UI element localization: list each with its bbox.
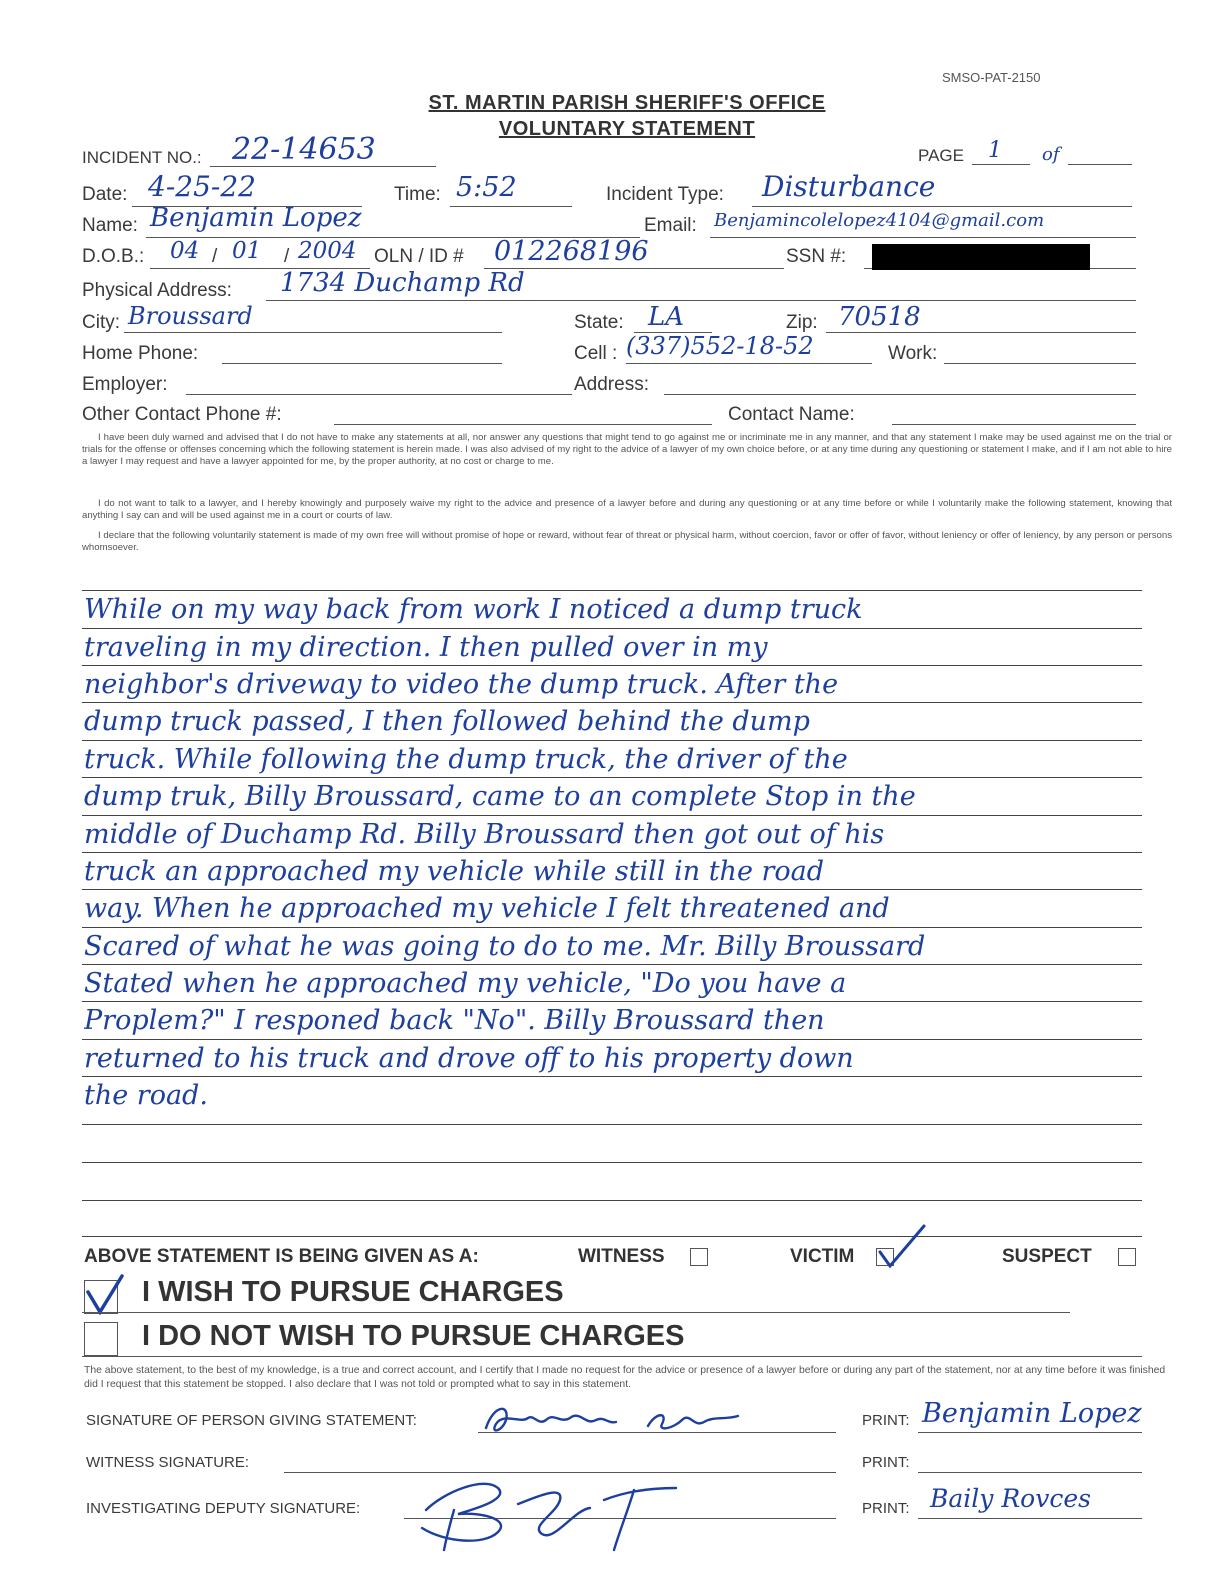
suspect-checkbox[interactable] [1118, 1248, 1136, 1266]
form-title: VOLUNTARY STATEMENT [498, 118, 756, 140]
cell-value: (337)552-18-52 [626, 332, 814, 360]
contact-name-label: Contact Name: [728, 404, 855, 425]
city-value: Broussard [128, 302, 253, 330]
person-signature [480, 1398, 750, 1442]
name-value: Benjamin Lopez [150, 203, 362, 233]
statement-line: way. When he approached my vehicle I felt threatened and [84, 893, 890, 924]
oln-value: 012268196 [494, 236, 649, 267]
state-value: LA [648, 302, 685, 332]
person-signature-label: SIGNATURE OF PERSON GIVING STATEMENT: [86, 1412, 417, 1429]
date-value: 4-25-22 [148, 170, 256, 203]
rights-paragraph-1: I have been duly warned and advised that I do not have to make any statements at all, nor answer any questions that might tend to go against me or incriminate me in any manner, and that any statement I make may be used against me on the trial or trials for the offense or offenses concerning which the following statement is herein made. I was also advised of my right to the advice of a lawyer of my own choice before, or at any time during any questioning or statement I make, and if I am not able to hire a lawyer I may request and have a lawyer appointed for me, by the proper authority, at no cost or charge to me. [82, 432, 1172, 468]
statement-line: Proplem?" I responed back "No". Billy Broussard then [84, 1005, 825, 1036]
suspect-label: SUSPECT [1002, 1246, 1092, 1267]
time-label: Time: [394, 184, 441, 205]
statement-line: middle of Duchamp Rd. Billy Broussard then got out of his [84, 819, 885, 850]
statement-line: traveling in my direction. I then pulled over in my [84, 632, 768, 663]
victim-checkmark-icon [872, 1222, 932, 1272]
not-pursue-charges-checkbox[interactable] [84, 1322, 118, 1356]
incident-no-value: 22-14653 [232, 132, 376, 167]
email-label: Email: [644, 215, 697, 236]
office-name: ST. MARTIN PARISH SHERIFF'S OFFICE [428, 92, 826, 114]
rights-paragraph-2: I do not want to talk to a lawyer, and I hereby knowingly and purposely waive my right to the advice and presence of a lawyer before and during any questioning or at any time before or while I voluntarily make the following statement, knowing that anything I say can and will be used against me in a court or courts of law. [82, 498, 1172, 522]
dob-month: 04 [170, 238, 200, 264]
other-contact-phone-label: Other Contact Phone #: [82, 404, 282, 425]
certification-text: The above statement, to the best of my knowledge, is a true and correct account, and I certify that I made no request for the advice or presence of a lawyer before or during any part of the statement, nor at any time before it was finished did I request that this statement be stopped. I also declare that I was not told or prompted what to say in this statement. [84, 1365, 1166, 1390]
email-value: Benjamincolelopez4104@gmail.com [714, 210, 1045, 231]
statement-line: truck. While following the dump truck, the driver of the [84, 744, 848, 775]
dob-year: 2004 [298, 238, 357, 264]
witness-print-label: PRINT: [862, 1454, 910, 1471]
deputy-signature [414, 1470, 694, 1556]
person-print-value: Benjamin Lopez [922, 1398, 1142, 1429]
statement-line: Scared of what he was going to do to me. Mr. Billy Broussard [84, 931, 926, 962]
page-label: PAGE [918, 146, 964, 165]
of-label: of [1042, 144, 1060, 165]
zip-label: Zip: [786, 312, 818, 333]
ssn-redaction [872, 244, 1090, 270]
physical-address-value: 1734 Duchamp Rd [280, 268, 525, 298]
form-code: SMSO-PAT-2150 [942, 70, 1041, 85]
deputy-print-value: Baily Rovces [930, 1484, 1091, 1513]
work-label: Work: [888, 343, 938, 364]
ssn-label: SSN #: [786, 246, 847, 267]
statement-line: returned to his truck and drove off to his property down [84, 1043, 854, 1074]
state-label: State: [574, 312, 624, 333]
statement-line: While on my way back from work I noticed a dump truck [84, 594, 863, 625]
oln-label: OLN / ID # [374, 246, 464, 267]
physical-address-label: Physical Address: [82, 280, 232, 301]
zip-value: 70518 [838, 302, 921, 332]
deputy-signature-label: INVESTIGATING DEPUTY SIGNATURE: [86, 1500, 361, 1517]
incident-type-label: Incident Type: [606, 184, 724, 205]
incident-type-value: Disturbance [762, 170, 936, 203]
given-as-label: ABOVE STATEMENT IS BEING GIVEN AS A: [84, 1246, 479, 1267]
deputy-print-label: PRINT: [862, 1500, 910, 1517]
victim-label: VICTIM [790, 1246, 855, 1267]
statement-line: Stated when he approached my vehicle, "Do you have a [84, 968, 847, 999]
address-label: Address: [574, 374, 649, 395]
statement-line: dump truk, Billy Broussard, came to an complete Stop in the [84, 781, 916, 812]
incident-no-label: INCIDENT NO.: [82, 148, 202, 167]
page-value: 1 [988, 138, 1002, 163]
city-label: City: [82, 312, 120, 333]
statement-line: truck an approached my vehicle while still in the road [84, 856, 825, 887]
dob-day: 01 [232, 238, 262, 264]
statement-line: the road. [84, 1080, 208, 1111]
not-pursue-charges-label: I DO NOT WISH TO PURSUE CHARGES [142, 1320, 685, 1352]
cell-label: Cell : [574, 343, 618, 364]
time-value: 5:52 [456, 172, 517, 203]
home-phone-label: Home Phone: [82, 343, 199, 364]
dob-label: D.O.B.: [82, 246, 145, 267]
person-print-label: PRINT: [862, 1412, 910, 1429]
pursue-charges-label: I WISH TO PURSUE CHARGES [142, 1276, 564, 1308]
statement-line: dump truck passed, I then followed behind the dump [84, 706, 810, 737]
name-label: Name: [82, 215, 138, 236]
witness-label: WITNESS [578, 1246, 665, 1267]
witness-checkbox[interactable] [690, 1248, 708, 1266]
date-label: Date: [82, 184, 128, 205]
statement-line: neighbor's driveway to video the dump truck. After the [84, 669, 839, 700]
employer-label: Employer: [82, 374, 168, 395]
witness-signature-label: WITNESS SIGNATURE: [86, 1454, 250, 1471]
rights-paragraph-3: I declare that the following voluntarily statement is made of my own free will without promise of hope or reward, without fear of threat or physical harm, without coercion, favor or offer of favor, without leniency or offer of leniency, by any person or persons whomsoever. [82, 530, 1172, 554]
